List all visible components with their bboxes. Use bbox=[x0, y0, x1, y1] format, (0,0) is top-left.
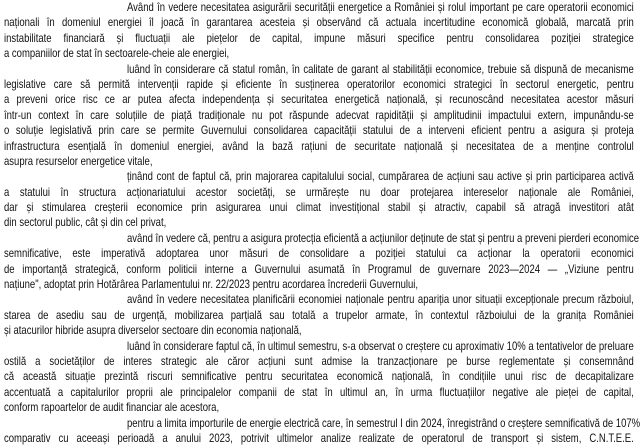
text-line: națiune", adoptat prin Hotărârea Parlamentului nr. 22/2023 pentru acordarea încrederii Guvernului, bbox=[4, 278, 419, 292]
text-line: a statului în structura acționariatului acestor societăți, se urmărește nu doar protejarea intereselor naționale ale României, bbox=[4, 185, 634, 199]
paragraph bbox=[4, 169, 634, 231]
text-line: de importanță strategică, conform politicii interne a Guvernului asumată în Programul de guvernare 2023—2024 — „Viziune pentru bbox=[4, 262, 634, 276]
text-line: ostilă a societăților de interes strategic ale căror acțiuni sunt admise la tranzacționare pe burse reglementate și consemnând bbox=[4, 354, 634, 368]
text-line: semnificative, este imperativă adoptarea unor măsuri de consolidare a poziției statului ca acționar la operatorii economici bbox=[4, 247, 634, 261]
paragraph bbox=[4, 231, 640, 293]
text-line: având în vedere că, pentru a asigura protecția eficientă a acțiunilor deținute de stat și pentru a preveni pierderi economice bbox=[127, 231, 640, 245]
text-line: din sectorul public, cât și din cel privat, bbox=[4, 216, 167, 230]
text-line: pentru a limita importurile de energie electrică care, în semestrul I din 2024, înregistrând o creștere semnificativă de 107% bbox=[127, 416, 640, 430]
paragraph bbox=[4, 292, 634, 338]
text-line: luând în considerare că statul român, în calitate de garant al stabilității economice, trebuie să dispună de mecanisme bbox=[127, 62, 634, 76]
text-line: într-un context în care soluțiile de piață tradiționale nu pot răspunde adecvat rapidității și amplitudinii impactului extern, impunându-se bbox=[4, 108, 634, 122]
text-line: infrastructura esențială în domeniul energiei, având la bază rațiuni de securitate națională și necesitatea de a menține controlul bbox=[4, 139, 634, 153]
text-line: comparativ cu aceeași perioadă a anului 2023, potrivit ultimelor analize realizate de operatorul de transport și sistem, C.N.T.E.E. bbox=[4, 431, 634, 445]
text-line: având în vedere necesitatea planificării economiei naționale pentru apariția unor situații excepționale precum războiul, bbox=[127, 293, 634, 307]
paragraph bbox=[4, 339, 634, 416]
text-line: a companiilor de stat în sectoarele-cheie ale energiei, bbox=[4, 47, 230, 61]
text-line: asupra resurselor energetice vitale, bbox=[4, 154, 153, 168]
text-line: dar și stimularea creșterii economice prin asigurarea unui climat investițional stabil și atractiv, capabil să atragă investitori atât bbox=[4, 201, 634, 215]
text-line: instabilitate financiară și fluctuații ale piețelor de capital, impune măsuri specifice pentru consolidarea poziției strategice bbox=[4, 31, 634, 45]
text-line: starea de asediu sau de urgență, mobilizarea parțială sau totală a trupelor armate, în contextul războiului de la granița României bbox=[4, 308, 634, 322]
text-line: și atacurilor hibride asupra diverselor sectoare din economia națională, bbox=[4, 324, 302, 338]
text-line: luând în considerare faptul că, în ultimul semestru, s-a observat o creștere cu aproximativ 10% a tentativelor de preluare bbox=[127, 339, 634, 353]
paragraph bbox=[4, 416, 640, 446]
paragraph bbox=[4, 62, 634, 170]
document-page bbox=[4, 0, 640, 446]
paragraph bbox=[4, 0, 634, 62]
text-line: Având în vedere necesitatea asigurării securității energetice a României și rolul important pe care operatorii economici bbox=[127, 1, 634, 14]
text-line: ținând cont de faptul că, prin majorarea capitalului social, cumpărarea de acțiuni sau active și prin participarea activă bbox=[127, 170, 634, 184]
text-line: conform rapoartelor de audit financiar ale acestora, bbox=[4, 401, 220, 415]
text-line: legislative care să permită intervenții rapide și eficiente în susținerea operatorilor economici strategici în sectorul energetic, pentru bbox=[4, 77, 634, 91]
text-line: naționali în domeniul energiei îl joacă în garantarea acesteia și observând că actuala incertitudine economică globală, marcată prin bbox=[4, 16, 634, 30]
text-line: o soluție legislativă prin care se permite Guvernului consolidarea capacității statului de a interveni eficient pentru a asigura și proteja bbox=[4, 124, 634, 138]
text-line: a preveni orice risc ce ar putea afecta independența și securitatea energetică națională, și recunoscând necesitatea acestor măsuri bbox=[4, 93, 634, 107]
text-line: că această situație prezintă riscuri semnificative pentru securitatea economică națională, în condițiile unui risc de decapitalizare bbox=[4, 370, 634, 384]
text-line: accentuată a capitalurilor proprii ale principalelor companii de stat în ultimul an, în urma fluctuațiilor negative ale pieței de capital, bbox=[4, 385, 634, 399]
